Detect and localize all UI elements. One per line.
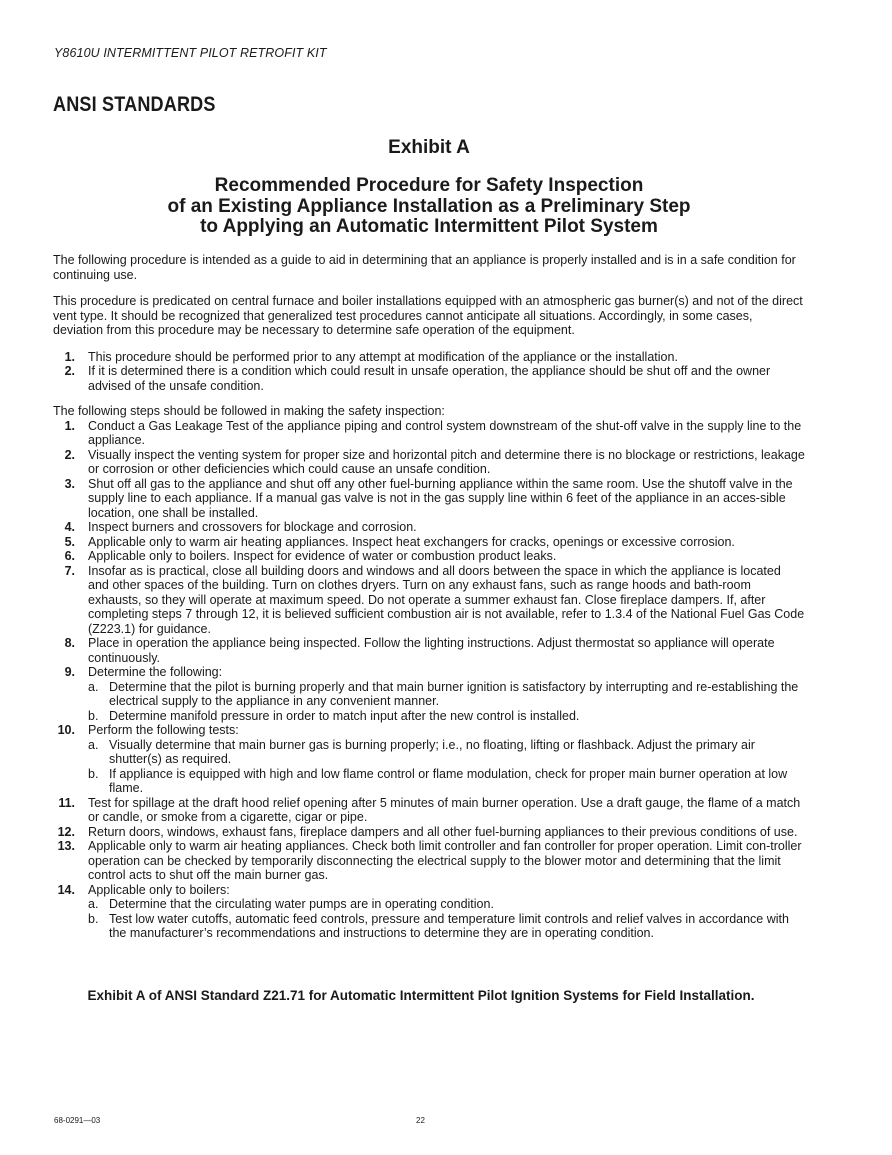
procedure-title-line: Recommended Procedure for Safety Inspection (214, 175, 644, 196)
step-text: Conduct a Gas Leakage Test of the appliance piping and control system downstream of the shut-off valve in the supply line to the appliance. (88, 418, 802, 447)
inspection-step (53, 839, 805, 883)
intro-list-item (53, 364, 805, 393)
step-text: Determine the following: (88, 665, 223, 679)
sub-step-text: Determine that the circulating water pumps are in operating condition. (109, 897, 494, 911)
step-text: Insofar as is practical, close all building doors and windows and all doors between the space in which the appliance is located and other spaces of the building. Turn on clothes dryers. Turn on any exhaust fans, such as range hoods and bath-room exhausts, so they will operate at maximum speed. Do not operate a summer exhaust fan. Close fireplace dampers. If, after completing steps 7 through 12, it is believed sufficient combustion air is not available, refer to 1.3.4 of the National Fuel Gas Code (Z223.1) for guidance. (88, 563, 805, 636)
sub-step (88, 738, 805, 767)
running-head: Y8610U INTERMITTENT PILOT RETROFIT KIT (54, 46, 327, 60)
document-code: 68-0291—03 (54, 1116, 101, 1125)
step-number: 13. (57, 839, 75, 853)
step-number: 9. (64, 665, 75, 679)
step-text: Test for spillage at the draft hood relief opening after 5 minutes of main burner operation. Use a draft gauge, the flame of a match or candle, or smoke from a cigarette, cigar or pipe. (88, 795, 801, 824)
step-text: Shut off all gas to the appliance and shut off any other fuel-burning appliance within the same room. Use the shutoff valve in the supply line to each appliance. If a manual gas valve is not in the gas supply line within 6 feet of the appliance in an acces-sible location, one shall be installed. (88, 476, 793, 520)
sub-step (88, 912, 805, 941)
inspection-step (53, 448, 805, 477)
step-number: 3. (64, 476, 75, 491)
sub-step-letter: b. (88, 911, 99, 926)
page-number: 22 (416, 1116, 425, 1125)
sub-step-letter: a. (88, 737, 99, 752)
step-number: 5. (64, 534, 75, 549)
inspection-step (53, 564, 805, 637)
scope-paragraph: This procedure is predicated on central furnace and boiler installations equipped with an atmospheric gas burner(s) and not of the direct vent type. It should be recognized that generalized test procedures cannot anticipate all situations. Accordingly, in some cases, deviation from this procedure may be necessary to determine safe operation of the equipment. (53, 294, 803, 337)
sub-step-text: Visually determine that main burner gas is burning properly; i.e., no floating, lifting or flashback. Adjust the primary air shutter(s) as required. (109, 737, 755, 766)
sub-step-letter: a. (88, 897, 99, 911)
inspection-step (53, 796, 805, 825)
inspection-step (53, 665, 805, 723)
step-number: 12. (57, 824, 75, 839)
procedure-title-line: to Applying an Automatic Intermittent Pilot System (200, 216, 658, 237)
inspection-step (53, 883, 805, 941)
intro-list (53, 350, 805, 394)
inspection-step (53, 520, 805, 535)
inspection-step (53, 477, 805, 521)
list-number: 2. (64, 364, 75, 378)
sub-step-letter: b. (88, 708, 99, 723)
procedure-body (53, 253, 805, 941)
inspection-step (53, 549, 805, 564)
step-text: Applicable only to boilers: (88, 882, 230, 897)
exhibit-footnote: Exhibit A of ANSI Standard Z21.71 for Automatic Intermittent Pilot Ignition Systems for Field Installation. (87, 988, 755, 1003)
sub-step-letter: b. (88, 766, 99, 781)
intro-list-item (53, 350, 805, 365)
step-text: Applicable only to warm air heating appliances. Inspect heat exchangers for cracks, openings or excessive corrosion. (88, 534, 735, 549)
step-number: 7. (64, 563, 75, 578)
list-text: If it is determined there is a condition which could result in unsafe operation, the appliance should be shut off and the owner advised of the unsafe condition. (88, 364, 771, 393)
inspection-step (53, 723, 805, 796)
step-number: 10. (57, 723, 75, 737)
step-number: 1. (64, 418, 75, 433)
sub-step-text: Determine manifold pressure in order to match input after the new control is installed. (109, 708, 580, 723)
step-text: Perform the following tests: (88, 723, 239, 737)
intro-paragraph: The following procedure is intended as a guide to aid in determining that an appliance is properly installed and is in a safe condition for continuing use. (53, 253, 796, 282)
procedure-title (0, 176, 858, 238)
inspection-step (53, 636, 805, 665)
sub-step-list (88, 897, 805, 941)
sub-step-text: Test low water cutoffs, automatic feed controls, pressure and temperature limit controls and relief valves in accordance with the manufacturer’s recommendations and instructions to determine they are in operating condition. (109, 911, 789, 940)
list-text: This procedure should be performed prior to any attempt at modification of the appliance or the installation. (88, 349, 678, 364)
step-number: 2. (64, 447, 75, 462)
sub-step-list (88, 680, 805, 724)
step-text: Return doors, windows, exhaust fans, fireplace dampers and all other fuel-burning appliances to their previous conditions of use. (88, 824, 798, 839)
step-number: 4. (64, 520, 75, 534)
step-text: Visually inspect the venting system for proper size and horizontal pitch and determine there is no blockage or restrictions, leakage or corrosion or other deficiencies which could cause an unsafe condition. (88, 447, 805, 476)
step-number: 14. (57, 882, 75, 897)
step-text: Applicable only to boilers. Inspect for evidence of water or combustion product leaks. (88, 549, 557, 563)
step-text: Applicable only to warm air heating appliances. Check both limit controller and fan controller for proper operation. Limit con-troller operation can be checked by temporarily disconnecting the electrical supply to the blower motor and determining that the limit control acts to shut off the main burner gas. (88, 839, 802, 882)
procedure-title-line: of an Existing Appliance Installation as a Preliminary Step (167, 195, 691, 217)
sub-step (88, 680, 805, 709)
sub-step (88, 767, 805, 796)
sub-step-text: Determine that the pilot is burning properly and that main burner ignition is satisfactory by interrupting and re-establishing the electrical supply to the appliance in any convenient manner. (109, 679, 799, 708)
sub-step (88, 897, 805, 912)
sub-step-text: If appliance is equipped with high and low flame control or flame modulation, check for proper main burner operation at low flame. (109, 766, 788, 795)
step-number: 6. (64, 549, 75, 563)
sub-step-letter: a. (88, 679, 99, 694)
list-number: 1. (64, 349, 75, 364)
section-title: ANSI STANDARDS (53, 93, 216, 116)
exhibit-title: Exhibit A (388, 137, 470, 158)
step-number: 8. (64, 636, 75, 650)
sub-step (88, 709, 805, 724)
step-text: Inspect burners and crossovers for blockage and corrosion. (88, 520, 417, 534)
step-text: Place in operation the appliance being inspected. Follow the lighting instructions. Adjust thermostat so appliance will operate continuously. (88, 636, 775, 665)
inspection-steps-list (53, 419, 805, 941)
sub-step-list (88, 738, 805, 796)
inspection-step (53, 825, 805, 840)
inspection-step (53, 535, 805, 550)
inspection-step (53, 419, 805, 448)
steps-lead: The following steps should be followed in making the safety inspection: (53, 404, 445, 418)
step-number: 11. (58, 795, 75, 810)
